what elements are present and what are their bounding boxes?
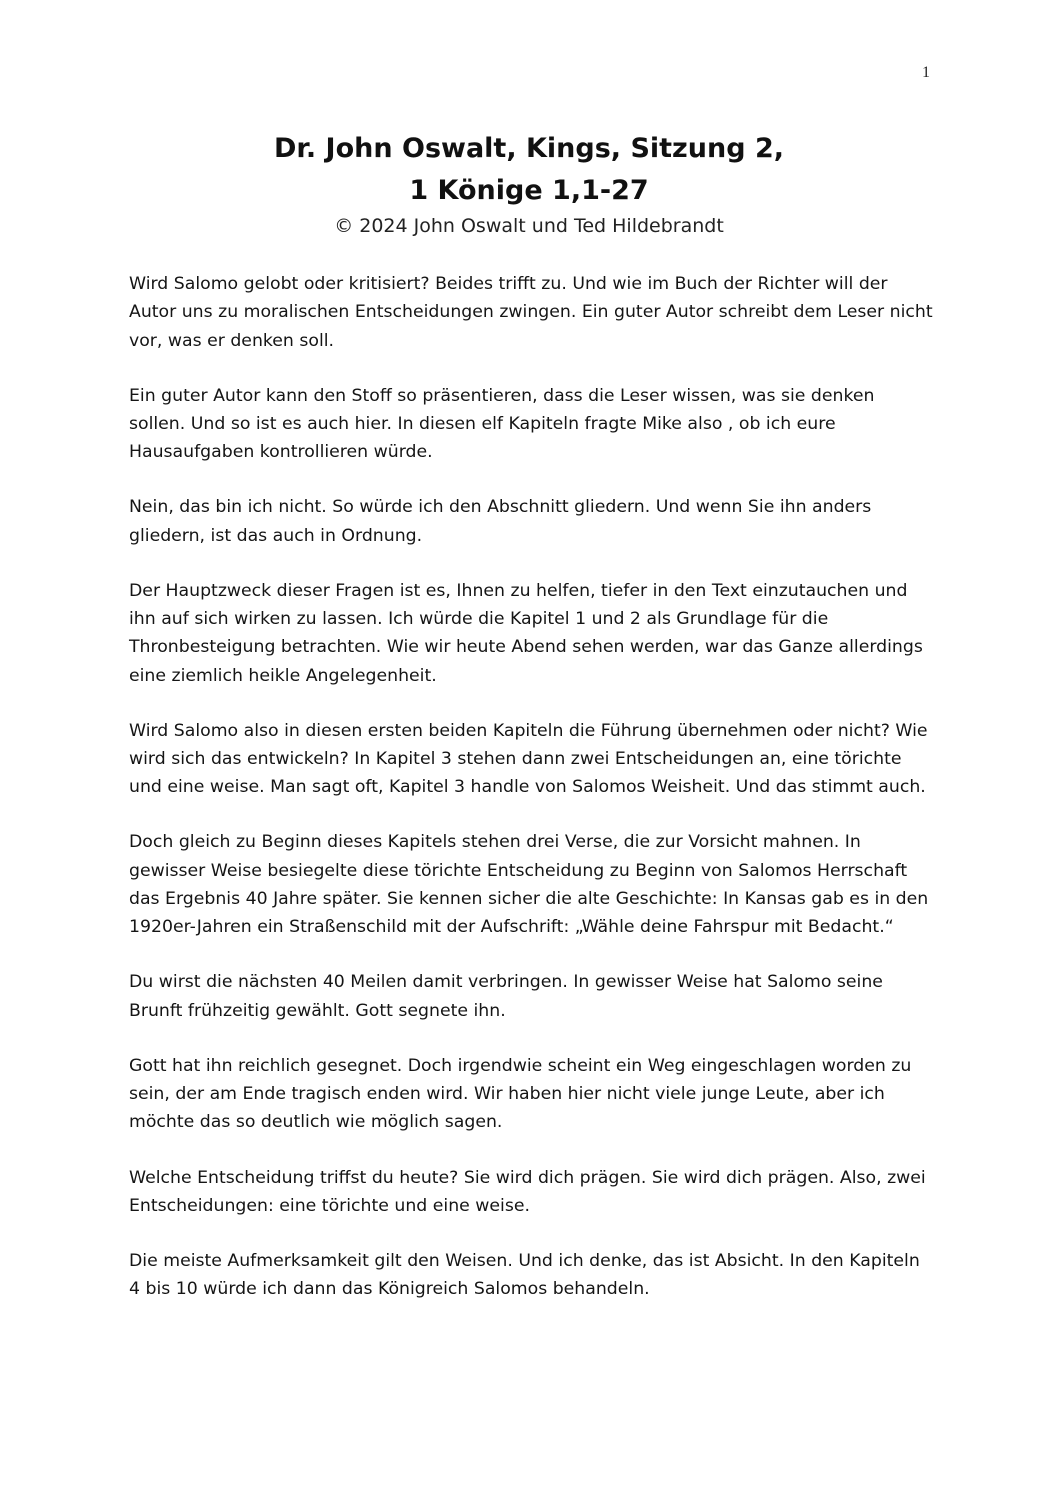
- paragraph: Ein guter Autor kann den Stoff so präsentieren, dass die Leser wissen, was sie denken sollen. Und so ist es auch hier. In diesen elf Kapiteln fragte Mike also , ob ich eure Hausaufgaben kontrollieren würde.: [129, 385, 875, 463]
- paragraph: Nein, das bin ich nicht. So würde ich den Abschnitt gliedern. Und wenn Sie ihn anders gliedern, ist das auch in Ordnung.: [129, 497, 872, 546]
- title-block: [0, 128, 1058, 240]
- paragraph: Doch gleich zu Beginn dieses Kapitels stehen drei Verse, die zur Vorsicht mahnen. In gewisser Weise besiegelte diese törichte Entscheidung zu Beginn von Salomos Herrschaft das Ergebnis 40 Jahre später. Sie kennen sicher die alte Geschichte: In Kansas gab es in den 1920er-Jahren ein Straßenschild mit der Aufschrift: „Wähle deine Fahrspur mit Bedacht.“: [129, 832, 929, 938]
- paragraph: Welche Entscheidung triffst du heute? Sie wird dich prägen. Sie wird dich prägen. Also, zwei Entscheidungen: eine törichte und eine weise.: [129, 1167, 926, 1216]
- paragraph: Wird Salomo also in diesen ersten beiden Kapiteln die Führung übernehmen oder nicht? Wie wird sich das entwickeln? In Kapitel 3 stehen dann zwei Entscheidungen an, eine törichte und eine weise. Man sagt oft, Kapitel 3 handle von Salomos Weisheit. Und das stimmt auch.: [129, 720, 928, 798]
- copyright-notice: © 2024 John Oswalt und Ted Hildebrandt: [334, 215, 724, 237]
- body-text: [129, 270, 934, 1330]
- paragraph: Du wirst die nächsten 40 Meilen damit verbringen. In gewisser Weise hat Salomo seine Brunft frühzeitig gewählt. Gott segnete ihn.: [129, 972, 883, 1021]
- page-number: 1: [922, 64, 930, 81]
- paragraph: Gott hat ihn reichlich gesegnet. Doch irgendwie scheint ein Weg eingeschlagen worden zu sein, der am Ende tragisch enden wird. Wir haben hier nicht viele junge Leute, aber ich möchte das so deutlich wie möglich sagen.: [129, 1055, 912, 1133]
- document-title-line-1: Dr. John Oswalt, Kings, Sitzung 2,: [274, 133, 784, 164]
- paragraph: Die meiste Aufmerksamkeit gilt den Weisen. Und ich denke, das ist Absicht. In den Kapiteln 4 bis 10 würde ich dann das Königreich Salomos behandeln.: [129, 1250, 920, 1300]
- paragraph: Der Hauptzweck dieser Fragen ist es, Ihnen zu helfen, tiefer in den Text einzutauchen und ihn auf sich wirken zu lassen. Ich würde die Kapitel 1 und 2 als Grundlage für die Thronbesteigung betrachten. Wie wir heute Abend sehen werden, war das Ganze allerdings eine ziemlich heikle Angelegenheit.: [129, 580, 923, 686]
- document-title-line-2: 1 Könige 1,1-27: [409, 175, 649, 206]
- paragraph: Wird Salomo gelobt oder kritisiert? Beides trifft zu. Und wie im Buch der Richter will der Autor uns zu moralischen Entscheidungen zwingen. Ein guter Autor schreibt dem Leser nicht vor, was er denken soll.: [129, 274, 933, 351]
